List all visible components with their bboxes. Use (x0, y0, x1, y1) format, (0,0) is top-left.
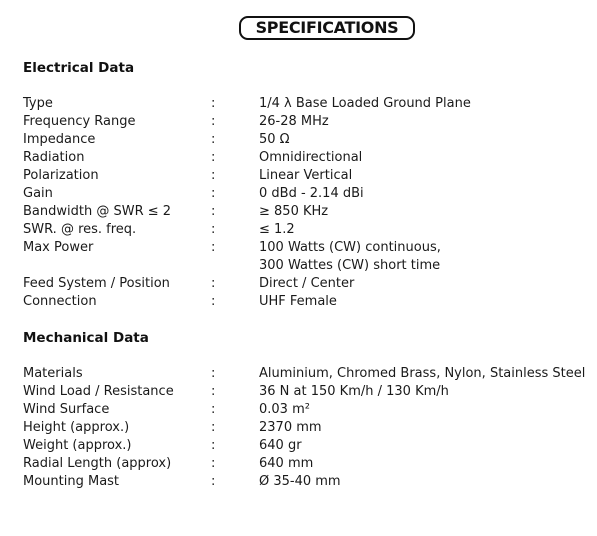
spec-value: ≤ 1.2 (259, 222, 295, 237)
spec-label: Radial Length (approx) (23, 456, 172, 471)
spec-value: 36 N at 150 Km/h / 130 Km/h (259, 384, 449, 399)
spec-separator: : (211, 366, 216, 381)
spec-value-line: 100 Watts (CW) continuous, (259, 240, 441, 255)
spec-label: Frequency Range (23, 114, 136, 129)
spec-value: UHF Female (259, 294, 337, 309)
spec-separator: : (211, 96, 216, 111)
spec-label: Wind Load / Resistance (23, 384, 174, 399)
page-title: SPECIFICATIONS (255, 18, 399, 37)
spec-label: Weight (approx.) (23, 438, 132, 453)
spec-row-type (0, 95, 597, 113)
spec-label: Max Power (23, 240, 94, 255)
electrical-data-heading: Electrical Data (23, 60, 135, 76)
spec-separator: : (211, 186, 216, 201)
spec-separator: : (211, 150, 216, 165)
spec-row-mounting-mast (0, 473, 597, 491)
spec-row-feed-system (0, 275, 597, 293)
spec-row-max-power (0, 239, 597, 275)
spec-label: Wind Surface (23, 402, 110, 417)
spec-value: 26-28 MHz (259, 114, 329, 129)
spec-label: Type (23, 96, 53, 111)
spec-separator: : (211, 420, 216, 435)
spec-separator: : (211, 294, 216, 309)
spec-separator: : (211, 222, 216, 237)
mechanical-data-heading: Mechanical Data (23, 330, 149, 346)
spec-value: Ø 35-40 mm (259, 474, 341, 489)
spec-row-radial-length (0, 455, 597, 473)
spec-value: 0.03 m² (259, 402, 310, 417)
spec-label: Height (approx.) (23, 420, 130, 435)
spec-row-frequency-range (0, 113, 597, 131)
spec-value: 640 gr (259, 438, 302, 453)
spec-row-bandwidth (0, 203, 597, 221)
spec-separator: : (211, 240, 216, 255)
spec-separator: : (211, 438, 216, 453)
spec-label: Mounting Mast (23, 474, 120, 489)
spec-row-radiation (0, 149, 597, 167)
spec-value (259, 239, 441, 275)
spec-label: SWR. @ res. freq. (23, 222, 137, 237)
electrical-data-list (0, 95, 597, 311)
spec-value: 640 mm (259, 456, 314, 471)
spec-value: 1/4 λ Base Loaded Ground Plane (259, 96, 471, 111)
spec-separator: : (211, 204, 216, 219)
title-box (239, 16, 415, 40)
spec-separator: : (211, 384, 216, 399)
spec-value: Direct / Center (259, 276, 355, 291)
spec-label: Polarization (23, 168, 99, 183)
spec-row-weight (0, 437, 597, 455)
spec-value: ≥ 850 KHz (259, 204, 329, 219)
spec-separator: : (211, 132, 216, 147)
spec-label: Bandwidth @ SWR ≤ 2 (23, 204, 172, 219)
spec-value: Aluminium, Chromed Brass, Nylon, Stainless Steel (259, 366, 586, 381)
spec-label: Materials (23, 366, 83, 381)
spec-label: Feed System / Position (23, 276, 170, 291)
spec-row-wind-surface (0, 401, 597, 419)
spec-label: Radiation (23, 150, 85, 165)
spec-row-swr (0, 221, 597, 239)
spec-label: Gain (23, 186, 53, 201)
spec-separator: : (211, 402, 216, 417)
spec-row-height (0, 419, 597, 437)
spec-row-connection (0, 293, 597, 311)
spec-label: Impedance (23, 132, 96, 147)
spec-value: Omnidirectional (259, 150, 363, 165)
spec-value: Linear Vertical (259, 168, 353, 183)
spec-label: Connection (23, 294, 97, 309)
spec-row-materials (0, 365, 597, 383)
mechanical-data-list (0, 365, 597, 491)
spec-row-wind-load (0, 383, 597, 401)
spec-row-gain (0, 185, 597, 203)
spec-separator: : (211, 276, 216, 291)
spec-value: 2370 mm (259, 420, 322, 435)
spec-separator: : (211, 474, 216, 489)
spec-row-impedance (0, 131, 597, 149)
spec-separator: : (211, 456, 216, 471)
spec-value: 50 Ω (259, 132, 290, 147)
spec-separator: : (211, 114, 216, 129)
spec-value: 0 dBd - 2.14 dBi (259, 186, 364, 201)
spec-row-polarization (0, 167, 597, 185)
spec-value-line: 300 Wattes (CW) short time (259, 258, 441, 273)
spec-separator: : (211, 168, 216, 183)
